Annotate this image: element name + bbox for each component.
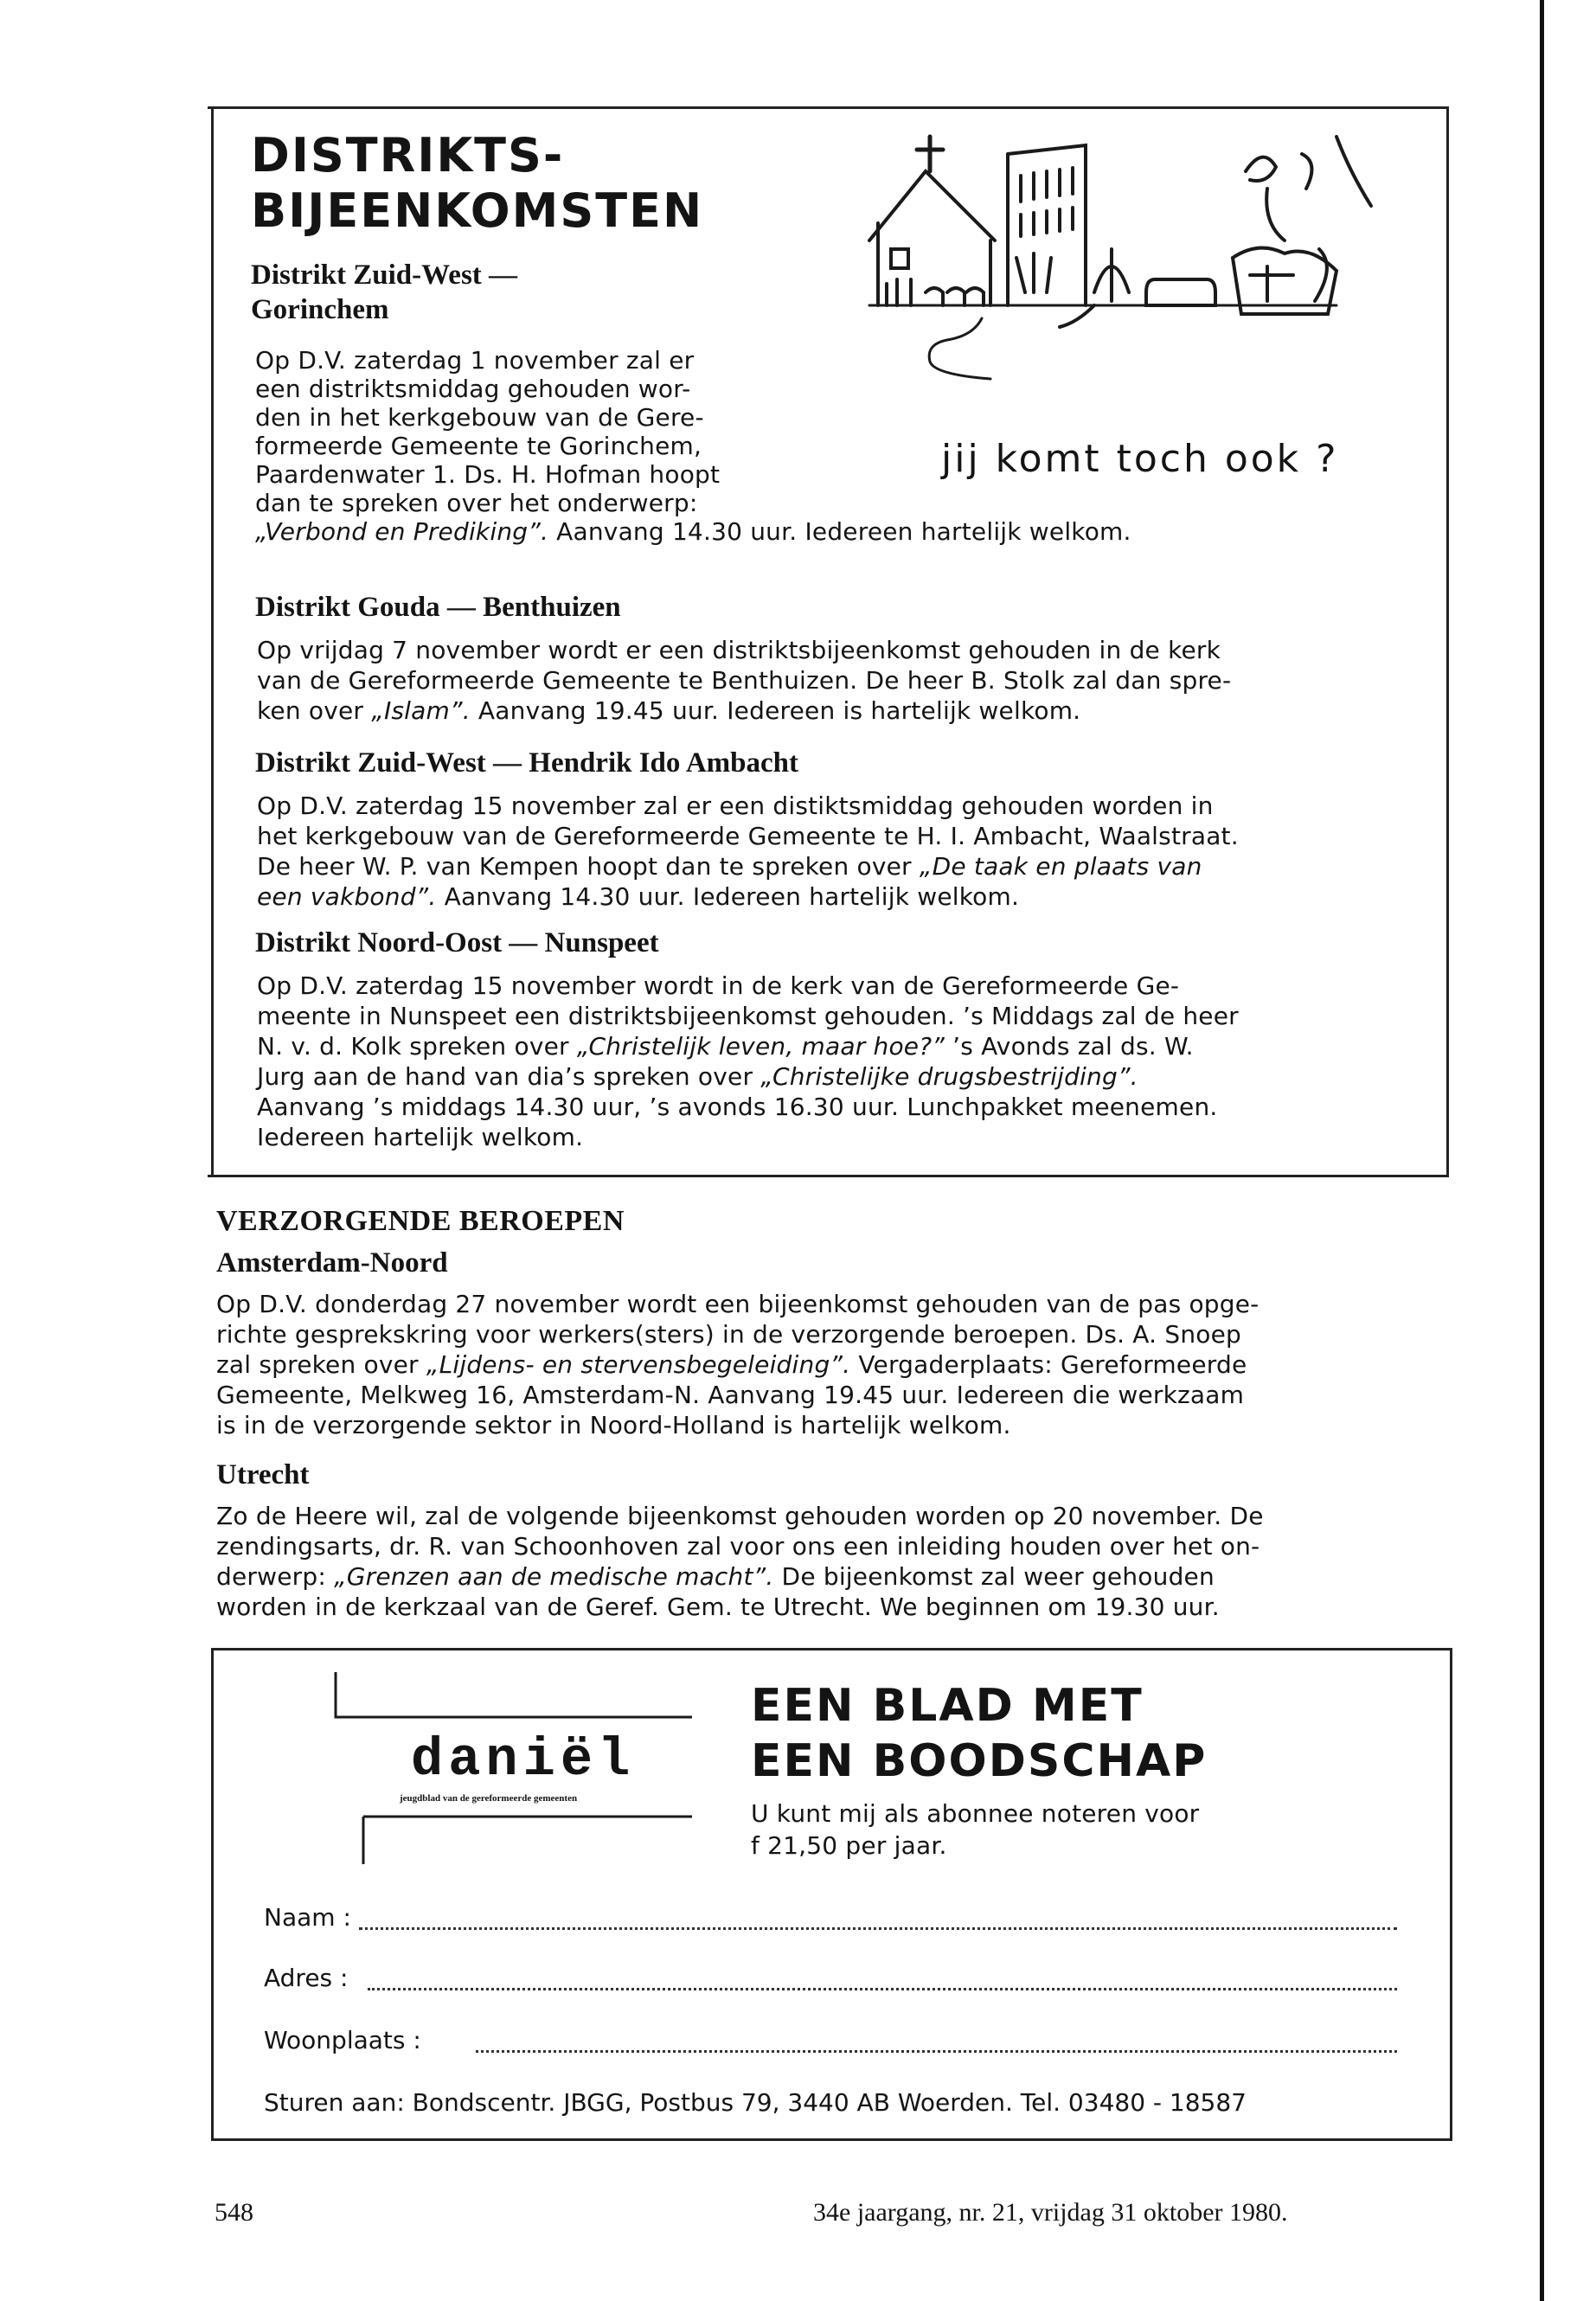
care-utrecht-line: Zo de Heere wil, zal de volgende bijeenkomst gehouden worden op 20 november. De — [216, 1502, 1264, 1530]
box-bottom-rule — [208, 1175, 1449, 1177]
care-utrecht-line — [216, 1561, 1453, 1592]
district-1-topic: „Verbond en Prediking”. — [255, 517, 549, 546]
district-4-l4a: Jurg aan de hand van dia’s spreken over — [257, 1062, 761, 1091]
district-1-heading-line2: Gorinchem — [251, 294, 389, 325]
district-3-line — [257, 851, 1442, 881]
district-4-l3b: ’s Avonds zal ds. W. — [945, 1032, 1194, 1061]
box-left-rule — [211, 106, 214, 1177]
district-4-text — [257, 971, 1442, 1152]
district-1-line: een distriktsmiddag gehouden wor- — [255, 375, 691, 403]
district-4-line — [257, 1061, 1442, 1092]
district-4-line: meente in Nunspeet een distriktsbijeenkomst gehouden. ’s Middags zal de heer — [257, 1002, 1239, 1030]
care-amsterdam-text — [216, 1289, 1453, 1440]
district-1-line: Op D.V. zaterdag 1 november zal er — [255, 346, 695, 375]
district-3-heading: Distrikt Zuid-West — Hendrik Ido Ambacht — [255, 747, 798, 779]
district-3-topic-a: „De taak en plaats van — [919, 852, 1202, 881]
district-3-l3a: De heer W. P. van Kempen hoopt dan te spreken over — [257, 852, 920, 881]
district-2-topic: „Islam”. — [371, 696, 471, 725]
district-4-topic-1: „Christelijk leven, maar hoe?” — [576, 1032, 945, 1061]
section-title-line1: DISTRIKTS- — [251, 128, 565, 183]
district-3-line — [257, 881, 1442, 912]
district-4-line: Aanvang ’s middags 14.30 uur, ’s avonds 16.30 uur. Lunchpakket meenemen. — [257, 1093, 1218, 1121]
form-left-rule — [211, 1648, 214, 2141]
care-amsterdam-l3a: zal spreken over — [216, 1350, 426, 1379]
district-3-topic-b: een vakbond”. — [257, 882, 437, 911]
issue-info: 34e jaargang, nr. 21, vrijdag 31 oktober 1980. — [813, 2198, 1288, 2227]
district-1-closing: Aanvang 14.30 uur. Iedereen hartelijk welkom. — [548, 517, 1131, 546]
care-sub-amsterdam: Amsterdam-Noord — [216, 1247, 448, 1279]
care-amsterdam-topic: „Lijdens- en stervensbegeleiding”. — [426, 1350, 851, 1379]
district-3-l4b: Aanvang 14.30 uur. Iedereen hartelijk welkom. — [436, 882, 1020, 911]
district-2-line — [257, 695, 1442, 726]
address-field[interactable] — [368, 1984, 1397, 1990]
ad-headline-line2: EEN BOODSCHAP — [751, 1735, 1208, 1787]
ad-headline — [751, 1678, 1207, 1789]
district-4-l3a: N. v. d. Kolk spreken over — [257, 1032, 577, 1061]
illustration-caption: jij komt toch ook ? — [941, 437, 1339, 481]
care-utrecht-l3a: derwerp: — [216, 1562, 335, 1591]
page-edge-bar — [1540, 0, 1544, 2301]
ad-headline-line1: EEN BLAD MET — [751, 1680, 1144, 1732]
district-1-heading-line1: Distrikt Zuid-West — — [251, 260, 518, 291]
form-right-rule — [1450, 1648, 1452, 2141]
care-utrecht-text — [216, 1501, 1453, 1622]
district-2-heading: Distrikt Gouda — Benthuizen — [255, 592, 621, 623]
address-label: Adres : — [264, 1964, 349, 1992]
form-bottom-rule — [211, 2138, 1452, 2141]
send-to-address: Sturen aan: Bondscentr. JBGG, Postbus 79, 3440 AB Woerden. Tel. 03480 - 18587 — [264, 2088, 1247, 2117]
name-label: Naam : — [264, 1903, 351, 1932]
district-4-line — [257, 1031, 1442, 1061]
care-sub-utrecht: Utrecht — [216, 1459, 310, 1490]
offer-line1: U kunt mij als abonnee noteren voor — [751, 1799, 1200, 1828]
district-2-l3b: Aanvang 19.45 uur. Iedereen is hartelijk welkom. — [470, 696, 1081, 725]
care-amsterdam-line — [216, 1349, 1453, 1380]
city-label: Woonplaats : — [264, 2026, 421, 2054]
form-top-rule — [211, 1648, 1452, 1650]
district-1-line — [255, 517, 1131, 546]
section-title — [251, 128, 703, 239]
box-top-rule — [208, 106, 1449, 109]
care-amsterdam-line: richte gesprekskring voor werkers(sters) in de verzorgende beroepen. Ds. A. Snoep — [216, 1320, 1242, 1349]
care-amsterdam-line: is in de verzorgende sektor in Noord-Holland is hartelijk welkom. — [216, 1411, 1011, 1439]
district-3-line: Op D.V. zaterdag 15 november zal er een distiktsmiddag gehouden worden in — [257, 792, 1214, 820]
care-utrecht-line: worden in de kerkzaal van de Geref. Gem. te Utrecht. We beginnen om 19.30 uur. — [216, 1593, 1220, 1621]
district-3-text — [257, 791, 1442, 912]
name-field[interactable] — [359, 1924, 1397, 1930]
subscription-offer — [751, 1798, 1199, 1862]
district-2-text — [257, 635, 1442, 726]
district-1-line: Paardenwater 1. Ds. H. Hofman hoopt — [255, 460, 721, 489]
care-amsterdam-l3b: Vergaderplaats: Gereformeerde — [850, 1350, 1247, 1379]
section-title-line2: BIJEENKOMSTEN — [251, 183, 704, 238]
district-4-topic-2: „Christelijke drugsbestrijding”. — [760, 1062, 1138, 1091]
care-utrecht-topic: „Grenzen aan de medische macht”. — [334, 1562, 774, 1591]
offer-line2: f 21,50 per jaar. — [751, 1831, 947, 1860]
daniel-logo: daniël — [411, 1729, 636, 1791]
care-utrecht-l3b: De bijeenkomst zal weer gehouden — [773, 1562, 1215, 1591]
care-amsterdam-line: Op D.V. donderdag 27 november wordt een bijeenkomst gehouden van de pas opge- — [216, 1290, 1259, 1318]
district-1-text — [255, 346, 1131, 546]
district-2-l3a: ken over — [257, 696, 372, 725]
district-1-line: den in het kerkgebouw van de Gere- — [255, 403, 704, 432]
box-right-rule — [1446, 106, 1449, 1177]
daniel-logo-subtitle: jeugdblad van de gereformeerde gemeenten — [400, 1793, 578, 1804]
district-2-line: Op vrijdag 7 november wordt er een distriktsbijeenkomst gehouden in de kerk — [257, 636, 1221, 664]
care-utrecht-line: zendingsarts, dr. R. van Schoonhoven zal voor ons een inleiding houden over het on- — [216, 1532, 1260, 1561]
care-amsterdam-line: Gemeente, Melkweg 16, Amsterdam-N. Aanvang 19.45 uur. Iedereen die werkzaam — [216, 1381, 1245, 1409]
district-1-heading — [251, 258, 787, 327]
district-4-heading: Distrikt Noord-Oost — Nunspeet — [255, 927, 659, 958]
page-number: 548 — [215, 2198, 253, 2227]
city-field[interactable] — [476, 2047, 1397, 2053]
district-4-line: Iedereen hartelijk welkom. — [257, 1123, 584, 1151]
district-3-line: het kerkgebouw van de Gereformeerde Gemeente te H. I. Ambacht, Waalstraat. — [257, 822, 1239, 850]
district-2-line: van de Gereformeerde Gemeente te Benthuizen. De heer B. Stolk zal dan spre- — [257, 666, 1232, 695]
care-title: VERZORGENDE BEROEPEN — [216, 1205, 625, 1237]
district-1-line: formeerde Gemeente te Gorinchem, — [255, 432, 702, 460]
district-1-line: dan te spreken over het onderwerp: — [255, 489, 698, 517]
district-4-line: Op D.V. zaterdag 15 november wordt in de kerk van de Gereformeerde Ge- — [257, 971, 1180, 1000]
